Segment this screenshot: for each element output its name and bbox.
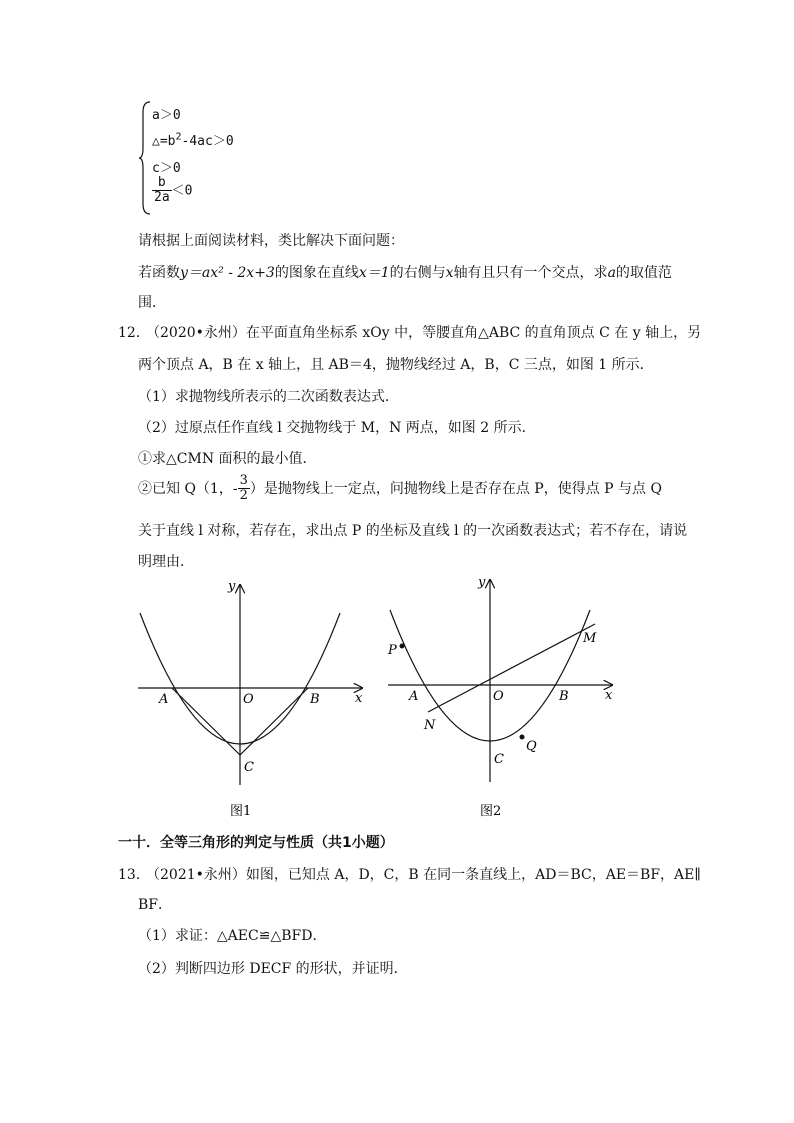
section-heading: 一十．全等三角形的判定与性质（共1小题） [118, 835, 394, 851]
q12-sub-2: ②已知 Q（1，- $\frac{3}{2}$ ）是抛物线上一定点，问抛物线上是否存在点 P，使得点 P 与点 Q [138, 473, 662, 504]
fig2-label-o: O [493, 689, 504, 704]
q12-line-2: 两个顶点 A，B 在 x 轴上，且 AB＝4，抛物线经过 A，B，C 三点，如图 1 所示． [138, 357, 654, 373]
q12-sub-2-line-3: 明理由． [138, 554, 194, 570]
fig1-label-x: x [355, 691, 363, 706]
system-line-1: a＞0 [152, 108, 181, 123]
figure-2 [380, 572, 620, 825]
fig2-label-c: C [494, 752, 504, 767]
fig1-label-y: y [228, 579, 236, 594]
fig2-line-l [428, 624, 595, 712]
q13-part-2: （2）判断四边形 DECF 的形状，并证明． [138, 961, 408, 977]
figure-1 [130, 575, 370, 825]
fig2-label-m: M [583, 631, 597, 646]
fig2-label-p: P [388, 643, 397, 658]
fig1-segment-ac [172, 688, 240, 755]
fig1-label-o: O [243, 692, 254, 707]
fig1-label-c: C [244, 760, 254, 775]
q13-line-2: BF． [138, 897, 173, 913]
fig2-label-a: A [409, 689, 419, 704]
instruction-text: 请根据上面阅读材料，类比解决下面问题： [138, 233, 404, 249]
q12-part-2: （2）过原点任作直线 l 交抛物线于 M，N 两点，如图 2 所示． [138, 420, 536, 436]
fig1-label-a: A [159, 692, 169, 707]
q12-sub-1: ①求△CMN 面积的最小值． [138, 451, 317, 467]
system-line-3: c＞0 [152, 161, 181, 176]
fig2-point-p [400, 644, 405, 649]
q13-number: 13． [118, 867, 150, 883]
system-line-2: $\triangle=b^2-4ac>0$ [152, 131, 234, 149]
q13-part-1: （1）求证：△AEC≌△BFD． [138, 928, 327, 944]
fig2-label-y: y [478, 575, 486, 590]
fig1-caption: 图1 [230, 804, 252, 819]
q13-line-1: （2021•永州）如图，已知点 A，D，C，B 在同一条直线上，AD＝BC，AE＝BF，AE∥ [146, 867, 701, 883]
fig2-caption: 图2 [480, 804, 502, 819]
fig2-label-b: B [559, 689, 569, 704]
fig2-point-q [520, 735, 525, 740]
q12-sub-2-line-2: 关于直线 l 对称，若存在，求出点 P 的坐标及直线 l 的一次函数表达式；若不存在，请说 [138, 523, 688, 539]
q12-part-1: （1）求抛物线所表示的二次函数表达式． [138, 389, 399, 405]
fig2-label-n: N [424, 718, 436, 733]
system-brace [138, 100, 152, 216]
system-line-4: $\frac{b}{2a}$ ＜0 [154, 175, 193, 206]
fig1-label-b: B [310, 692, 320, 707]
q12-line-1: （2020•永州）在平面直角坐标系 xOy 中，等腰直角△ABC 的直角顶点 C 在 y 轴上，另 [146, 325, 702, 341]
fig2-label-q: Q [526, 739, 537, 754]
fig2-label-x: x [605, 688, 613, 703]
q12-number: 12． [118, 325, 150, 341]
q11-line-2: 围． [138, 295, 166, 311]
q11-line-1: 若函数y＝ax² - 2x+3的图象在直线x＝1的右侧与x轴有且只有一个交点，求a的取值范 [138, 265, 672, 281]
